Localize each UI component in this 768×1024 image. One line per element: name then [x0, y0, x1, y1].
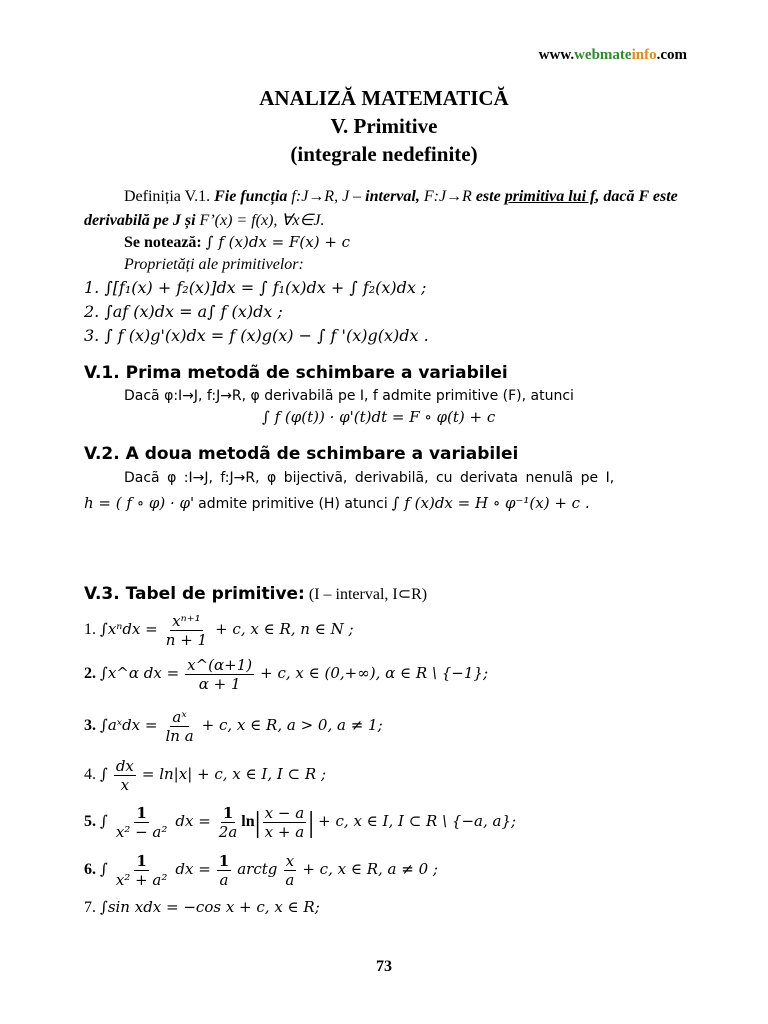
item5-numerator-2: 1	[222, 804, 234, 822]
item3-rhs: + c, x ∈ R, a > 0, a ≠ 1;	[201, 716, 383, 735]
item6-mid: dx =	[175, 860, 211, 879]
table-item-3	[84, 708, 383, 745]
item5-lhs: ∫	[100, 812, 108, 831]
item6-denominator-2: a	[219, 871, 229, 889]
section1-line: Dacã φ:I→J, f:J→R, φ derivabilã pe I, f admite primitive (F), atunci	[124, 388, 574, 404]
definition-label: Definiția V.1.	[124, 188, 211, 205]
item5-denominator-2: 2a	[218, 823, 238, 841]
definition-t7: , dacă F este derivabilă pe J și	[84, 188, 678, 229]
prop-3: 3. ∫ f (x)g'(x)dx = f (x)g(x) − ∫ f '(x)g(x)dx .	[84, 326, 429, 345]
item6-numerator-1: 1	[136, 852, 147, 870]
item6-arctg: arctg	[237, 860, 278, 879]
item5-fraction-1	[114, 804, 170, 841]
item5-ln: ln	[241, 813, 255, 831]
item4-rhs: = ln|x| + c, x ∈ I, I ⊂ R ;	[141, 765, 326, 784]
item5-rhs: + c, x ∈ I, I ⊂ R \ {−a, a};	[318, 812, 517, 831]
item5-fraction-2	[217, 804, 240, 841]
definition-t8: F’(x) = f(x), ∀x∈J.	[199, 212, 325, 229]
item6-denominator-1: x² + a²	[115, 871, 168, 889]
item4-numerator: dx	[115, 757, 134, 775]
definition-t6: primitiva lui f	[504, 188, 596, 205]
item5-fraction-3	[263, 804, 307, 841]
item5-mid: dx =	[175, 812, 211, 831]
table-item-6	[84, 852, 438, 889]
item2-lhs: ∫x^α dx =	[100, 664, 180, 683]
definition-t5: este	[475, 188, 501, 205]
item1-lhs: ∫xⁿdx =	[100, 620, 158, 639]
item6-numerator-3: x	[285, 852, 295, 870]
section2-line2	[84, 494, 590, 513]
item2-number: 2.	[84, 665, 96, 683]
item6-fraction-2	[217, 852, 231, 889]
definition-t1: Fie funcția	[214, 188, 288, 205]
item6-denominator-3: a	[285, 871, 295, 889]
definition-t2: f:J→R, J –	[291, 188, 362, 205]
section2-line1: Dacã φ :I→J, f:J→R, φ bijectivã, derivabilã, cu derivata nenulã pe I,	[124, 470, 615, 486]
table-item-4	[84, 757, 326, 794]
section3-heading-line	[84, 584, 427, 604]
item6-lhs: ∫	[100, 860, 108, 879]
item6-fraction-1	[114, 852, 170, 889]
item7-number: 7.	[84, 899, 96, 916]
item4-fraction	[114, 757, 136, 794]
prop-1: 1. ∫[f₁(x) + f₂(x)]dx = ∫ f₁(x)dx + ∫ f₂(x)dx ;	[84, 278, 427, 297]
item3-number: 3.	[84, 717, 96, 735]
item3-lhs: ∫aˣdx =	[100, 716, 158, 735]
table-item-1	[84, 612, 354, 649]
site-prefix: www.	[538, 47, 575, 63]
notation-label: Se notează:	[124, 234, 202, 251]
item3-numerator: aˣ	[172, 708, 187, 726]
prop-2: 2. ∫af (x)dx = a∫ f (x)dx ;	[84, 302, 283, 321]
item6-number: 6.	[84, 861, 96, 879]
site-mid: webmate	[574, 47, 632, 63]
item5-number: 5.	[84, 813, 96, 831]
item2-rhs: + c, x ∈ (0,+∞), α ∈ R \ {−1};	[260, 664, 489, 683]
site-info: info	[631, 47, 657, 63]
item4-lhs: ∫	[100, 765, 108, 784]
section2-result: ∫ f (x)dx = H ∘ φ⁻¹(x) + c .	[391, 494, 590, 512]
item4-number: 4.	[84, 766, 96, 784]
definition-paragraph	[84, 185, 688, 233]
table-item-5	[84, 804, 516, 841]
site-url[interactable]	[539, 47, 687, 64]
section2-heading: V.2. A doua metodã de schimbare a variabilei	[84, 444, 519, 464]
item2-numerator: x^(α+1)	[187, 656, 253, 674]
item1-rhs: + c, x ∈ R, n ∈ N ;	[215, 620, 354, 639]
item6-numerator-2: 1	[218, 852, 230, 870]
item7-formula: ∫sin xdx = −cos x + c, x ∈ R;	[100, 898, 320, 916]
item5-numerator-3: x − a	[264, 804, 305, 822]
item5-denominator-1: x² − a²	[115, 823, 168, 841]
item6-rhs: + c, x ∈ R, a ≠ 0 ;	[302, 860, 438, 879]
section3-note: (I – interval, I⊂R)	[308, 586, 428, 603]
section2-h-formula: h = ( f ∘ φ) · φ'	[84, 494, 195, 512]
site-suffix: .com	[656, 47, 687, 63]
item1-numerator: xⁿ⁺¹	[172, 612, 201, 630]
title-line-1: ANALIZĂ MATEMATICĂ	[259, 86, 509, 110]
table-item-7	[84, 898, 320, 917]
title-line-3: (integrale nedefinite)	[290, 142, 478, 166]
item1-number: 1.	[84, 621, 96, 639]
item3-fraction	[163, 708, 195, 745]
section2-line2-text: admite primitive (H) atunci	[198, 496, 388, 512]
table-item-2	[84, 656, 488, 693]
item2-denominator: α + 1	[198, 675, 241, 693]
notation-formula: ∫ f (x)dx = F(x) + c	[205, 233, 351, 251]
definition-t4: F:J→R	[423, 188, 472, 205]
item5-abs-left: |	[254, 805, 261, 839]
title-line-2: V. Primitive	[330, 114, 438, 138]
item1-denominator: n + 1	[165, 631, 208, 649]
item5-abs-right: |	[308, 805, 315, 839]
section3-heading: V.3. Tabel de primitive:	[84, 584, 305, 604]
notation-line	[124, 233, 350, 252]
item1-fraction	[164, 612, 209, 649]
section1-heading: V.1. Prima metodã de schimbare a variabilei	[84, 363, 508, 383]
item3-denominator: ln a	[165, 727, 194, 745]
definition-t3: interval,	[365, 188, 420, 205]
item2-fraction	[185, 656, 254, 693]
item5-denominator-3: x + a	[264, 823, 305, 841]
item5-numerator-1: 1	[136, 804, 147, 822]
item4-denominator: x	[120, 776, 130, 794]
props-heading: Proprietăți ale primitivelor:	[124, 256, 304, 273]
page-number: 73	[376, 958, 392, 975]
section1-formula: ∫ f (φ(t)) · φ'(t)dt = F ∘ φ(t) + c	[262, 408, 496, 426]
item6-fraction-3	[283, 852, 296, 889]
